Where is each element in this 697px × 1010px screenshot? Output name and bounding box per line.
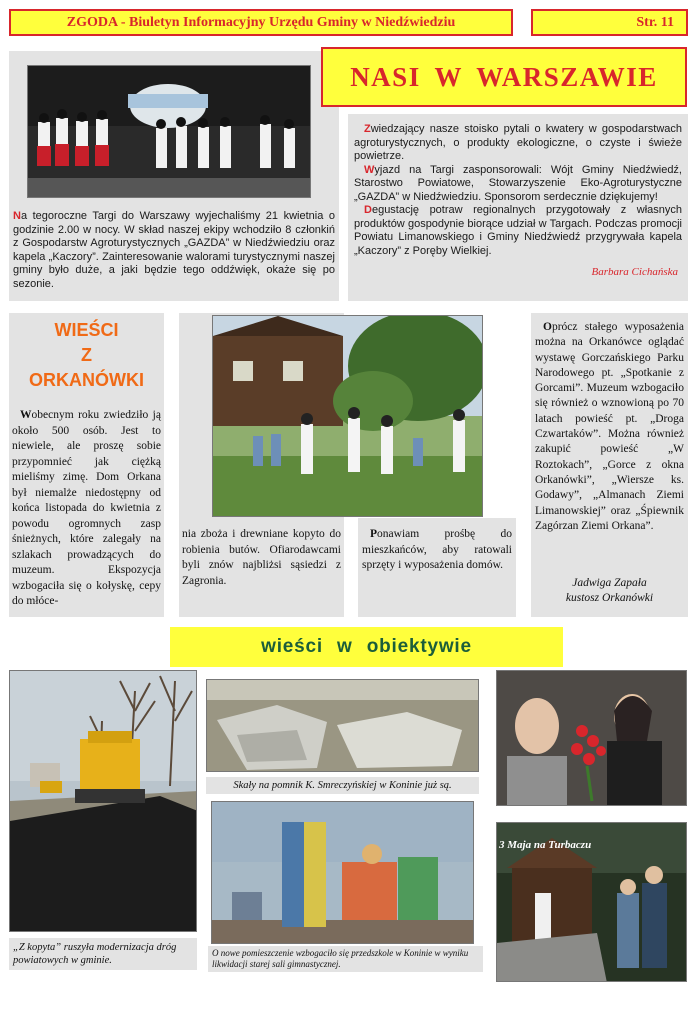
paragraph — [354, 123, 682, 164]
photo-highlanders-dance — [212, 315, 483, 517]
caption-turbacz: 3 Maja na Turbaczu — [499, 839, 592, 851]
kindergarten-illustration — [212, 802, 474, 944]
photo-award-ceremony — [496, 670, 687, 806]
caption-kindergarten: O nowe pomieszczenie wzbogaciło się przedszkole w Koninie w wyniku likwidacji starej sali gimnastycznej. — [208, 946, 483, 972]
caption-rocks: Skały na pomnik K. Smreczyńskiej w Koninie już są. — [206, 777, 479, 794]
author-signature: Barbara Cichańska — [591, 266, 678, 278]
headline-line: WIEŚCI — [54, 320, 119, 340]
drop-initial: D — [364, 204, 372, 216]
paragraph-text: a tegoroczne Targi do Warszawy wyjechaliśmy 21 kwietnia o godzinie 2.00 w nocy. W skład naszej ekipy wchodziło 8 członkiń z Gospodarstw Agroturystycznych „GAZDA” w Niedźwiedziu oraz kapela „Kaczory”. Zainteresowanie walorami turystycznymi naszej gminy było duże, a jaki będzie tego oddźwięk, okaże się po sezonie. — [13, 210, 335, 290]
warsaw-right-text — [354, 123, 682, 280]
paragraph-text: egustację potraw regionalnych przygotowały z własnych produktów gospodynie biorące udział w Targach. Podczas promocji Powiatu Limanowskiego i Gminy Niedźwiedź przygrywała kapela „Kaczory” z Poręby Wielkiej. — [354, 204, 682, 257]
orkanowka-headline — [9, 318, 164, 393]
caption-road: „Z kopyta” ruszyła modernizacja dróg powiatowych w gminie. — [9, 938, 197, 970]
drop-initial: O — [543, 321, 552, 333]
bulletin-title-bar — [9, 9, 513, 36]
drop-initial: P — [370, 528, 378, 540]
photos-banner-title: wieści w obiektywie — [261, 636, 472, 657]
photo-folk-group-stage — [27, 65, 311, 198]
ceremony-illustration — [497, 671, 687, 806]
photos-banner — [170, 627, 563, 667]
dance-illustration — [213, 316, 483, 517]
photo-road-paving — [9, 670, 197, 932]
warsaw-headline: NASI W WARSZAWIE — [350, 61, 658, 92]
orkanowka-col2-text: nia zboża i drewniane kopyto do robienia butów. Ofiarodawcami byli znów najbliżsi sąsiedzi z Zagronia. — [182, 528, 341, 587]
paragraph — [354, 164, 682, 205]
paragraph-text: onawiam prośbę do mieszkańców, aby ratowali sprzęty i wyposażenia domów. — [362, 528, 512, 571]
paragraph-text: wiedzający nasze stoisko pytali o kwatery w gospodarstwach agroturystycznych, o produkty ekologiczne, o czyste i świeże powietrze. — [354, 123, 682, 162]
page-number-box — [531, 9, 688, 36]
page-number: Str. 11 — [636, 14, 674, 30]
photo-rocks-monument — [206, 679, 479, 772]
author-name: Jadwiga Zapała — [572, 577, 647, 589]
drop-initial: W — [20, 409, 32, 421]
orkanowka-col1-text — [12, 408, 161, 610]
paragraph — [354, 204, 682, 258]
paragraph-text: prócz stałego wyposażenia można na Orkanówce oglądać wystawę Gorczańskiego Parku Narodowego pt. „Spotkanie z Gorcami”. Muzeum wzbogaciło się również o wznowioną po 70 latach powieść pt. „Droga Czwartaków”. Można również zakupić powieść „W Roztokach”, „Gorce z okna Orkanówki”, „Wiersze ks. Godawy”, „Almanach Ziemi Limanowskiej” oraz „Śpiewnik Zagórzan Ziemi Orkana”. — [535, 321, 684, 532]
photo-kindergarten-room — [211, 801, 474, 944]
headline-line: Z — [81, 345, 92, 365]
drop-initial: N — [13, 210, 21, 222]
orkanowka-col4-text — [535, 320, 684, 534]
warsaw-intro-text — [13, 210, 335, 292]
warsaw-headline-box — [321, 47, 687, 107]
orkanowka-author — [531, 576, 688, 606]
rocks-illustration — [207, 680, 479, 772]
road-illustration — [10, 671, 197, 932]
drop-initial: Z — [364, 123, 371, 135]
headline-line: ORKANÓWKI — [29, 370, 144, 390]
drop-initial: W — [364, 163, 375, 176]
stage-illustration — [28, 66, 311, 198]
paragraph-text: obecnym roku zwiedziło ją około 500 osób. Jest to niewiele, ale proszę sobie przypomnieć jak ciężką mieliśmy zimę. Dom Orkana był niemalże niedostępny od końca listopada do kwietnia z powodu ogromnych zasp śnieżnych, które zalegały na szlakach prowadzących do muzeum. Ekspozycja wzbogaciła się o kołyskę, cepy do młóce- — [12, 409, 161, 607]
paragraph-text: yjazd na Targi zasponsorowali: Wójt Gminy Niedźwiedź, Starostwo Powiatowe, Stowarzyszenie Eko-Agroturystyczne „GAZDA” w Niedźwiedziu. Sponsorom serdecznie dziękujemy! — [354, 163, 682, 203]
bulletin-title: ZGODA - Biuletyn Informacyjny Urzędu Gminy w Niedźwiedziu — [66, 14, 456, 30]
author-role: kustosz Orkanówki — [565, 592, 654, 604]
orkanowka-col3-text — [362, 527, 512, 574]
